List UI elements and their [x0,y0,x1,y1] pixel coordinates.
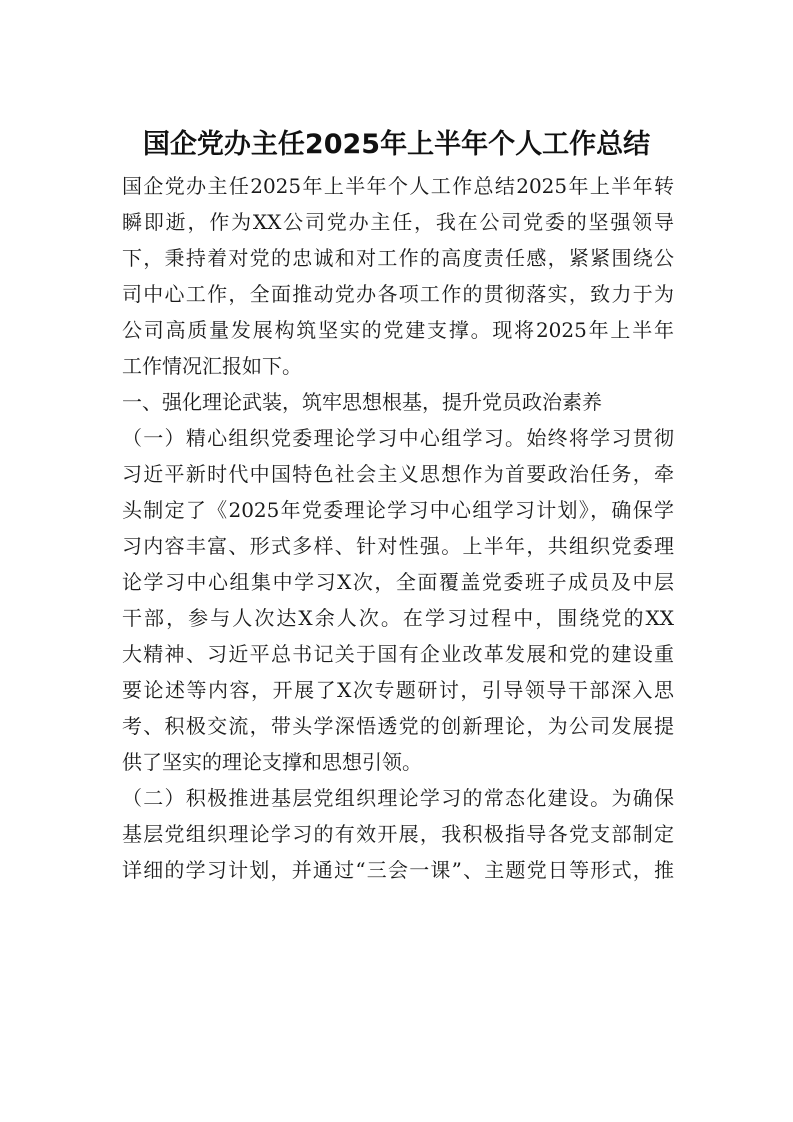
body-line: 习内容丰富、形式多样、针对性强。上半年，共组织党委理 [122,534,674,558]
body-line: （二）积极推进基层党组织理论学习的常态化建设。为确保 [122,786,674,810]
body-line: 习近平新时代中国特色社会主义思想作为首要政治任务，牵 [122,462,674,486]
body-line: 公司高质量发展构筑坚实的党建支撑。现将2025年上半年 [122,318,674,342]
body-line: 头制定了《2025年党委理论学习中心组学习计划》，确保学 [122,498,674,522]
document-body [122,168,674,888]
body-line: 干部，参与人次达X余人次。在学习过程中，围绕党的XX [122,606,674,630]
body-line: 司中心工作，全面推动党办各项工作的贯彻落实，致力于为 [122,282,674,306]
body-line: 大精神、习近平总书记关于国有企业改革发展和党的建设重 [122,642,674,666]
body-line: 基层党组织理论学习的有效开展，我积极指导各党支部制定 [122,822,674,846]
body-line: 工作情况汇报如下。 [122,354,302,378]
body-line: （一）精心组织党委理论学习中心组学习。始终将学习贯彻 [122,426,674,450]
body-line: 论学习中心组集中学习X次，全面覆盖党委班子成员及中层 [122,570,674,594]
body-line: 下，秉持着对党的忠诚和对工作的高度责任感，紧紧围绕公 [122,246,674,270]
body-line: 考、积极交流，带头学深悟透党的创新理论，为公司发展提 [122,714,674,738]
body-line: 国企党办主任2025年上半年个人工作总结2025年上半年转 [122,174,674,198]
section-heading: 一、强化理论武装，筑牢思想根基，提升党员政治素养 [122,390,602,414]
body-line: 供了坚实的理论支撑和思想引领。 [122,750,422,774]
body-line: 详细的学习计划，并通过“三会一课”、主题党日等形式，推 [122,858,674,882]
body-line: 要论述等内容，开展了X次专题研讨，引导领导干部深入思 [122,678,674,702]
document-title: 国企党办主任2025年上半年个人工作总结 [142,129,651,160]
body-line: 瞬即逝，作为XX公司党办主任，我在公司党委的坚强领导 [122,210,674,234]
